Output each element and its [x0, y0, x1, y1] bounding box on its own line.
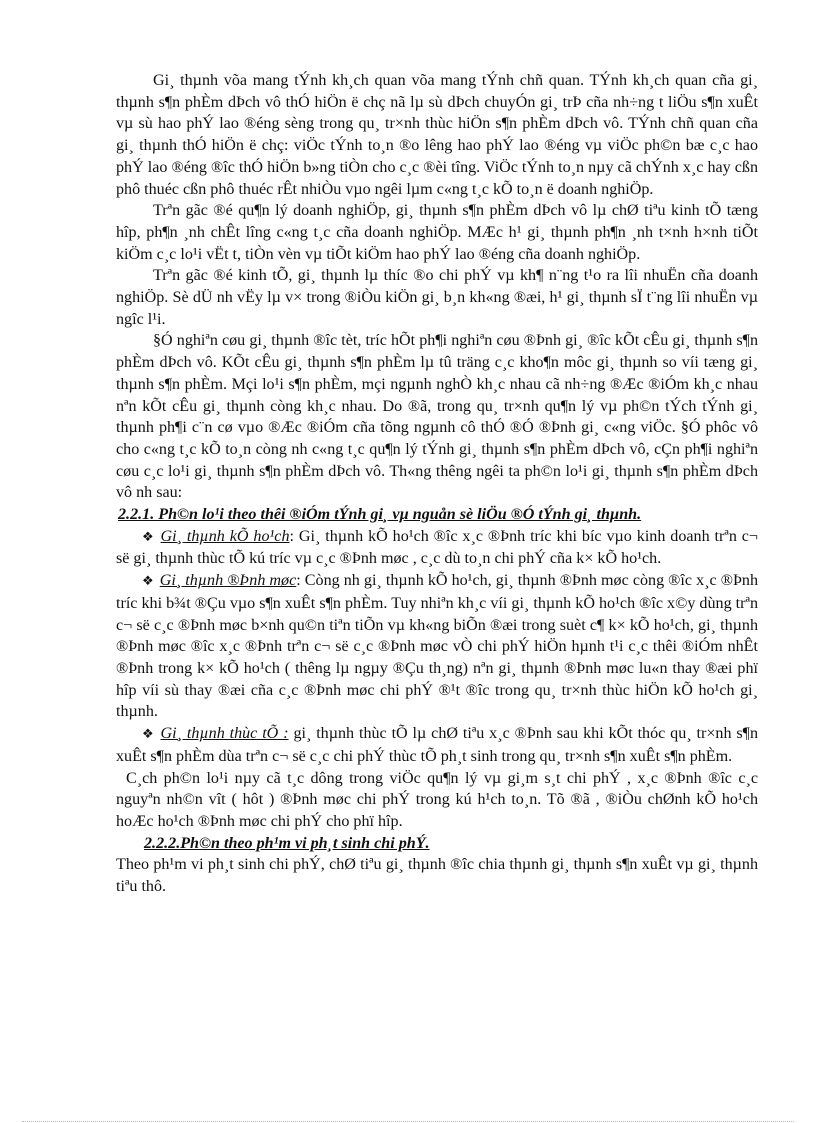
bullet-item-ke-hoach: [116, 526, 758, 570]
document-page: [116, 70, 758, 898]
paragraph-4: §Ó nghiªn cøu gi¸ thµnh ®îc tèt, tríc hÕt ph¶i nghiªn cøu ®Þnh gi¸ ®îc kÕt cÊu gi¸ thµnh s¶n phÈm dÞch vô. KÕt cÊu gi¸ thµnh s¶n phÈm lµ tû träng c¸c kho¶n môc gi¸ thµnh so víi tæng gi¸ thµnh s¶n phÈm. Mçi lo¹i s¶n phÈm, mçi ngµnh nghÒ kh¸c nhau cã nh÷ng ®Æc ®iÓm kh¸c nhau nªn kÕt cÊu gi¸ thµnh còng kh¸c nhau. Do ®ã, trong qu¸ tr×nh qu¶n lý vµ ph©n tÝch tÝnh gi¸ thµnh ph¶i c¨n cø vµo ®Æc ®iÓm cña tõng ngµnh cô thÓ ®Ó ®Þnh gi¸ c«ng viÖc. §Ó phôc vô cho c«ng t¸c kÕ to¸n còng nh c«ng t¸c qu¶n lý tÝnh gi¸ thµnh s¶n phÈm dÞch vô, cÇn ph¶i nghiªn cøu c¸c lo¹i gi¸ thµnh s¶n phÈm dÞch vô. Th«ng thêng ngêi ta ph©n lo¹i gi¸ thµnh s¶n phÈm dÞch vô nh sau:: [116, 332, 758, 502]
section-heading-2-2-2: 2.2.2.Ph©n theo ph¹m vi ph¸t sinh chi phÝ.: [144, 834, 430, 852]
bullet-term: Gi¸ thµnh kÕ ho¹ch: [160, 527, 290, 545]
bullet-item-thuc-te: [116, 723, 758, 767]
bullet-term: Gi¸ thµnh ®Þnh møc: [159, 572, 297, 590]
diamond-bullet-icon: ❖: [142, 727, 155, 743]
bullet-item-dinh-muc: [116, 570, 758, 723]
bullet-text: : Còng nh gi¸ thµnh kÕ ho¹ch, gi¸ thµnh ®Þnh møc còng ®îc x¸c ®Þnh tríc khi b¾t ®Çu vµo s¶n xuÊt s¶n phÈm. Tuy nhiªn kh¸c víi gi¸ thµnh kÕ ho¹ch ®îc x©y dùng trªn c¬ së c¸c ®Þnh møc b×nh qu©n tiªn tiÕn vµ kh«ng biÕn ®æi trong suèt c¶ k× kÕ ho¹ch, gi¸ thµnh ®Þnh møc ®îc x¸c ®Þnh trªn c¬ së c¸c ®Þnh møc vÒ chi phÝ hiÖn hµnh t¹i c¸c thêi ®iÓm nhÊt ®Þnh trong k× kÕ ho¹ch ( thêng lµ ngµy ®Çu th¸ng) nªn gi¸ thµnh ®Þnh møc lu«n thay ®æi phï hîp víi sù thay ®æi cña c¸c ®Þnh møc chi phÝ ®¹t ®îc trong qu¸ tr×nh thùc hiÖn kÕ ho¹ch gi¸ thµnh.: [116, 572, 759, 721]
page-bottom-divider: [22, 1121, 794, 1122]
paragraph-5: C¸ch ph©n lo¹i nµy cã t¸c dông trong viÖc qu¶n lý vµ gi¸m s¸t chi phÝ , x¸c ®Þnh ®îc c¸c nguyªn nh©n vît ( hôt ) ®Þnh møc chi phÝ trong kú h¹ch to¸n. Tõ ®ã , ®iÒu chØnh kÕ ho¹ch hoÆc ho¹ch ®Þnh møc chi phÝ cho phï hîp.: [116, 769, 758, 830]
diamond-bullet-icon: ❖: [142, 529, 155, 545]
paragraph-6: Theo ph¹m vi ph¸t sinh chi phÝ, chØ tiªu gi¸ thµnh ®îc chia thµnh gi¸ thµnh s¶n xuÊt vµ gi¸ thµnh tiªu thô.: [116, 856, 758, 896]
paragraph-3: Trªn gãc ®é kinh tÕ, gi¸ thµnh lµ thíc ®o chi phÝ vµ kh¶ n¨ng t¹o ra lîi nhuËn cña doanh nghiÖp. Sè dÜ nh vËy lµ v× trong ®iÒu kiÖn gi¸ b¸n kh«ng ®æi, h¹ gi¸ thµnh sÏ t¨ng lîi nhuËn vµ ngîc l¹i.: [116, 267, 758, 328]
bullet-term: Gi¸ thµnh thùc tÕ :: [160, 725, 289, 743]
diamond-bullet-icon: ❖: [142, 574, 154, 590]
bullet-text: gi¸ thµnh thùc tÕ lµ chØ tiªu x¸c ®Þnh sau khi kÕt thóc qu¸ tr×nh s¶n xuÊt s¶n phÈm dùa trªn c¬ së c¸c chi phÝ thùc tÕ ph¸t sinh trong qu¸ tr×nh s¶n xuÊt s¶n phÈm.: [116, 725, 759, 765]
bullet-text: : Gi¸ thµnh kÕ ho¹ch ®îc x¸c ®Þnh tríc khi bíc vµo kinh doanh trªn c¬ së gi¸ thµnh thùc tÕ kú tríc vµ c¸c ®Þnh møc , c¸c dù to¸n chi phÝ cña k× kÕ ho¹ch.: [116, 527, 758, 568]
paragraph-1: Gi¸ thµnh võa mang tÝnh kh¸ch quan võa mang tÝnh chñ quan. TÝnh kh¸ch quan cña gi¸ thµnh s¶n phÈm dÞch vô thÓ hiÖn ë chç nã lµ sù dÞch chuyÓn gi¸ trÞ cña nh÷ng t liÖu s¶n xuÊt vµ sù hao phÝ lao ®éng sèng trong qu¸ tr×nh thùc hiÖn s¶n phÈm dÞch vô. TÝnh chñ quan cña gi¸ thµnh thÓ hiÖn ë chç: viÖc tÝnh to¸n ®o lêng hao phÝ lao ®éng vµ viÖc ph©n bæ c¸c hao phÝ lao ®éng ®îc thÓ hiÖn b»ng tiÒn cho c¸c ®èi tîng. ViÖc tÝnh to¸n nµy cã chÝnh x¸c hay cßn phô thuéc cßn phô thuéc rÊt nhiÒu vµo ngêi lµm c«ng t¸c kÕ to¸n ë doanh nghiÖp.: [116, 72, 758, 198]
section-heading-2-2-1: 2.2.1. Ph©n lo¹i theo thêi ®iÓm tÝnh gi¸ vµ nguån sè liÖu ®Ó tÝnh gi¸ thµnh.: [118, 506, 642, 524]
paragraph-2: Trªn gãc ®é qu¶n lý doanh nghiÖp, gi¸ thµnh s¶n phÈm dÞch vô lµ chØ tiªu kinh tÕ tæng hîp, ph¶n ¸nh chÊt lîng c«ng t¸c cña doanh nghiÖp. MÆc h¹ gi¸ thµnh ph¶n ¸nh t×nh h×nh tiÕt kiÖm c¸c lo¹i vËt t, tiÒn vèn vµ tiÕt kiÖm hao phÝ lao ®éng cña doanh nghiÖp.: [116, 202, 758, 263]
